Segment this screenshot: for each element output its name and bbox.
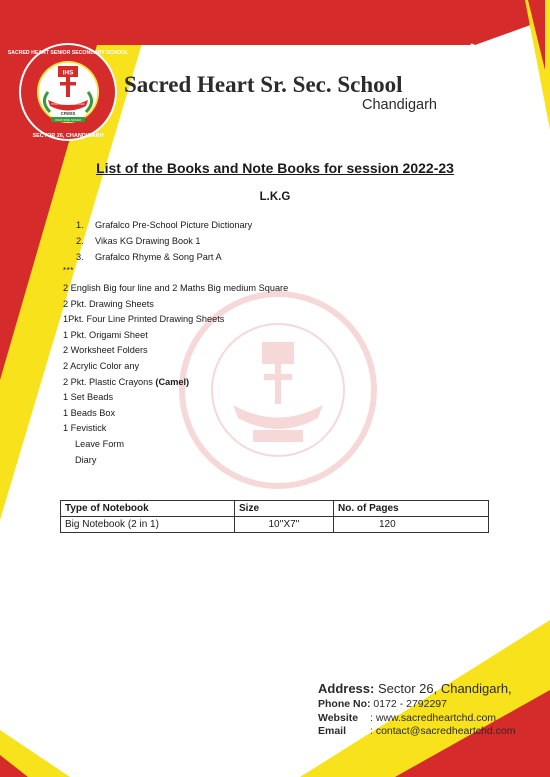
crayons-text: 2 Pkt. Plastic Crayons	[63, 376, 156, 387]
address-line	[318, 680, 515, 698]
seal-ring-text-top: SACRED HEART SENIOR SECONDARY SCHOOL	[7, 50, 129, 56]
address-value: Sector 26, Chandigarh,	[374, 681, 512, 696]
table-header: Type of Notebook	[61, 501, 235, 517]
seal-ihs-text: IHS	[62, 69, 74, 77]
document-title: List of the Books and Note Books for session 2022-23	[96, 160, 454, 176]
list-item: 2 English Big four line and 2 Maths Big medium Square	[63, 283, 289, 293]
table-header: No. of Pages	[334, 501, 489, 517]
list-item: 1 Set Beads	[63, 392, 114, 403]
seal-motto: UNUS SINE NOCEO	[54, 118, 82, 122]
seal-cfmss: CFMSS	[60, 111, 76, 116]
class-label: L.K.G	[259, 191, 291, 203]
email-line	[318, 725, 515, 739]
list-item: 1Pkt. Four Line Printed Drawing Sheets	[63, 314, 225, 325]
phone-label: Phone No:	[318, 698, 371, 710]
table-cell: Big Notebook (2 in 1)	[61, 517, 235, 533]
website-value[interactable]: : www.sacredheartchd.com	[370, 711, 497, 724]
email-label: Email	[318, 725, 347, 737]
phone-line	[318, 698, 515, 712]
website-label: Website	[318, 711, 359, 724]
seal-ribbon-right: MISTER	[73, 102, 85, 106]
separator: ***	[63, 266, 74, 275]
list-item: 1 Beads Box	[63, 407, 116, 418]
phone-value: 0172 - 2792297	[370, 698, 447, 710]
red-header-band	[15, 0, 520, 45]
notebook-table	[60, 500, 489, 533]
table-cell: 10''X7''	[235, 517, 334, 533]
list-item-number: 2.	[76, 236, 84, 246]
table-header-row	[61, 501, 489, 517]
list-item-title: Grafalco Rhyme & Song Part A	[95, 252, 222, 262]
list-item: 1 Pkt. Origami Sheet	[63, 329, 148, 340]
crayons-brand: (Camel)	[155, 376, 190, 387]
school-city: Chandigarh	[362, 97, 437, 113]
table-row	[61, 517, 489, 533]
list-item: 2 Worksheet Folders	[63, 345, 148, 356]
stationery-list	[63, 281, 288, 468]
school-seal-logo	[7, 42, 129, 142]
contact-block	[318, 680, 515, 739]
list-item: 1 Fevistick	[63, 423, 107, 434]
list-item: 2 Pkt. Drawing Sheets	[63, 298, 154, 309]
list-item-title: Grafalco Pre-School Picture Dictionary	[95, 220, 253, 230]
list-item: Diary	[75, 454, 97, 465]
seal-ring-text-bottom: SECTOR 26, CHANDIGARH	[32, 133, 104, 139]
list-item	[63, 375, 288, 391]
table-cell: 120	[334, 517, 489, 533]
address-label: Address:	[318, 681, 375, 696]
list-item: 2 Acrylic Color any	[63, 360, 140, 371]
school-name: Sacred Heart Sr. Sec. School	[124, 72, 403, 97]
table-header: Size	[235, 501, 334, 517]
seal-ribbon-left: PORTIO	[51, 102, 63, 106]
email-value[interactable]: : contact@sacredheartchd.com	[370, 725, 516, 737]
list-item-number: 3.	[76, 252, 84, 262]
list-item-title: Vikas KG Drawing Book 1	[95, 236, 201, 246]
list-item-number: 1.	[76, 220, 84, 230]
list-item: Leave Form	[75, 438, 125, 449]
website-line	[318, 712, 515, 726]
